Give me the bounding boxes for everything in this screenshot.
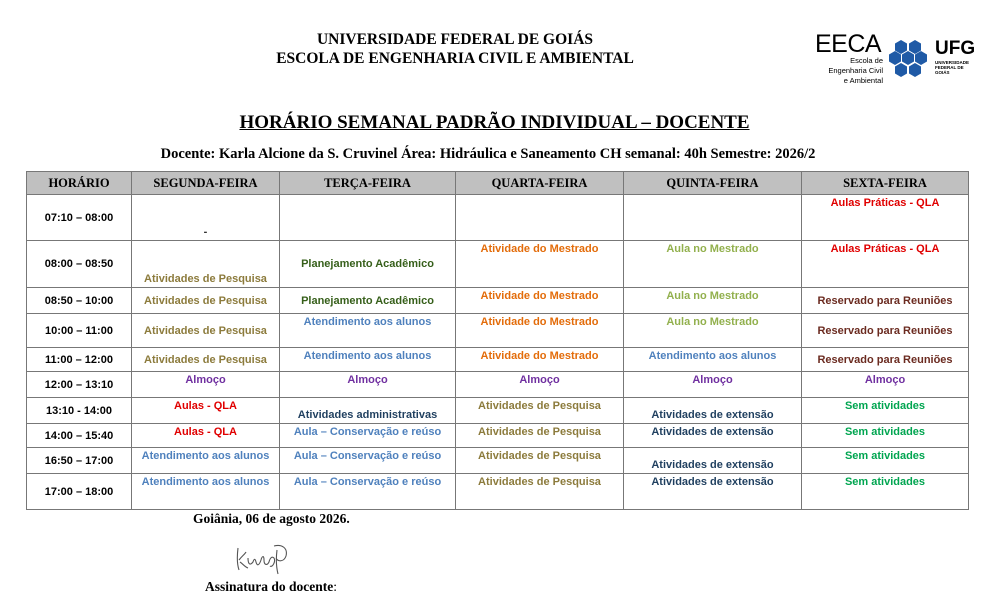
cell-text: Almoço	[864, 374, 906, 386]
schedule-cell	[624, 448, 802, 474]
cell-text: Atividade do Mestrado	[480, 243, 599, 255]
schedule-cell	[280, 448, 456, 474]
cell-text: Atendimento aos alunos	[303, 316, 432, 328]
schedule-cell	[132, 372, 280, 398]
ufg-logo-text: UFG	[935, 38, 976, 59]
schedule-table	[26, 171, 969, 510]
cell-text: Atividades administrativas	[297, 409, 438, 421]
university-name: UNIVERSIDADE FEDERAL DE GOIÁS	[316, 31, 594, 48]
col-header-terca: TERÇA-FEIRA	[280, 172, 456, 195]
cell-text: Atendimento aos alunos	[648, 350, 777, 362]
schedule-cell	[132, 398, 280, 424]
cell-text: Almoço	[185, 374, 226, 386]
cell-text: Sem atividades	[844, 450, 926, 462]
schedule-cell: Atividades de Pesquisa	[132, 314, 280, 348]
col-header-quarta: QUARTA-FEIRA	[456, 172, 624, 195]
time-cell: 10:00 – 11:00	[27, 314, 132, 348]
schedule-cell	[132, 424, 280, 448]
eeca-ufg-logo	[815, 30, 975, 90]
schedule-cell	[456, 348, 624, 372]
cell-text: Almoço	[519, 374, 560, 386]
cell-text: Atividades de extensão	[651, 409, 774, 421]
schedule-cell	[132, 474, 280, 510]
cell-text: Aula – Conservação e reúso	[293, 476, 442, 488]
cell-text: Sem atividades	[844, 400, 926, 412]
schedule-cell	[624, 424, 802, 448]
cell-text: Atividades de Pesquisa	[478, 450, 601, 462]
schedule-cell	[624, 241, 802, 288]
cell-text: Aula – Conservação e reúso	[293, 450, 442, 462]
eeca-logo-text: EECA	[815, 30, 882, 58]
table-row	[27, 424, 969, 448]
table-row	[27, 474, 969, 510]
signature-colon: :	[333, 579, 338, 594]
table-header-row	[27, 172, 969, 195]
schedule-cell	[280, 195, 456, 241]
cell-text: Aula no Mestrado	[666, 290, 759, 302]
cell-text: Aula – Conservação e reúso	[293, 426, 442, 438]
school-name: ESCOLA DE ENGENHARIA CIVIL E AMBIENTAL	[276, 50, 634, 67]
page-title: HORÁRIO SEMANAL PADRÃO INDIVIDUAL – DOCENTE	[239, 112, 750, 133]
schedule-cell	[280, 348, 456, 372]
table-row	[27, 372, 969, 398]
cell-text: Atividade do Mestrado	[480, 316, 599, 328]
schedule-cell	[456, 474, 624, 510]
schedule-cell	[624, 348, 802, 372]
schedule-cell	[280, 398, 456, 424]
schedule-cell	[280, 314, 456, 348]
cell-text: Aulas Práticas - QLA	[830, 243, 940, 255]
schedule-cell	[456, 241, 624, 288]
schedule-cell	[624, 195, 802, 241]
time-cell: 14:00 – 15:40	[27, 424, 132, 448]
cell-text: Aula no Mestrado	[666, 243, 759, 255]
time-cell: 13:10 - 14:00	[27, 398, 132, 424]
cell-text: Atividades de Pesquisa	[478, 400, 601, 412]
cell-text: Aulas - QLA	[174, 426, 237, 438]
time-cell: 08:50 – 10:00	[27, 288, 132, 314]
schedule-cell: Atividades de Pesquisa	[132, 288, 280, 314]
col-header-horario: HORÁRIO	[27, 172, 132, 195]
schedule-cell: Atividades de Pesquisa	[132, 348, 280, 372]
schedule-cell	[456, 398, 624, 424]
cell-text: Atividades de extensão	[651, 459, 774, 471]
cell-text: Aula no Mestrado	[666, 316, 759, 328]
table-row	[27, 195, 969, 241]
signature-label-text: Assinatura do docente	[205, 579, 334, 594]
cell-text: Atendimento aos alunos	[141, 450, 270, 462]
time-cell: 08:00 – 08:50	[27, 241, 132, 288]
ufg-logo-subtitle: UNIVERSIDADE FEDERAL DE GOIÁS	[935, 60, 970, 75]
schedule-cell	[802, 474, 969, 510]
schedule-cell	[456, 195, 624, 241]
schedule-cell	[624, 398, 802, 424]
schedule-cell	[802, 372, 969, 398]
schedule-cell	[280, 424, 456, 448]
schedule-cell	[456, 288, 624, 314]
ufg-hexagon-icon	[889, 38, 933, 80]
schedule-cell	[456, 314, 624, 348]
time-cell: 11:00 – 12:00	[27, 348, 132, 372]
cell-text: Sem atividades	[844, 426, 926, 438]
cell-text: Atividades de Pesquisa	[478, 476, 601, 488]
document-date: Goiânia, 06 de agosto 2026.	[193, 511, 350, 526]
schedule-cell	[132, 448, 280, 474]
cell-text: Almoço	[692, 374, 733, 386]
col-header-segunda: SEGUNDA-FEIRA	[132, 172, 280, 195]
schedule-cell	[456, 372, 624, 398]
schedule-cell	[624, 288, 802, 314]
schedule-cell	[802, 241, 969, 288]
cell-text: Atendimento aos alunos	[141, 476, 270, 488]
schedule-cell	[456, 448, 624, 474]
cell-text: Atendimento aos alunos	[303, 350, 432, 362]
institution-header	[0, 30, 910, 68]
cell-text: Aulas Práticas - QLA	[830, 197, 940, 209]
time-cell: 16:50 – 17:00	[27, 448, 132, 474]
schedule-cell	[802, 398, 969, 424]
schedule-cell	[624, 372, 802, 398]
time-cell: 12:00 – 13:10	[27, 372, 132, 398]
schedule-cell	[802, 195, 969, 241]
time-cell: 17:00 – 18:00	[27, 474, 132, 510]
schedule-cell	[624, 314, 802, 348]
signature-label	[205, 579, 337, 595]
cell-text: Atividades de Pesquisa	[478, 426, 601, 438]
table-row	[27, 398, 969, 424]
handwritten-signature	[232, 540, 294, 576]
schedule-cell	[802, 424, 969, 448]
table-row	[27, 448, 969, 474]
cell-text: Sem atividades	[844, 476, 926, 488]
schedule-cell	[802, 448, 969, 474]
schedule-cell: Planejamento Acadêmico	[280, 241, 456, 288]
cell-text: Atividades de Pesquisa	[144, 273, 267, 285]
schedule-cell: Reservado para Reuniões	[802, 348, 969, 372]
col-header-quinta: QUINTA-FEIRA	[624, 172, 802, 195]
schedule-cell	[624, 474, 802, 510]
schedule-cell	[280, 474, 456, 510]
schedule-cell: Planejamento Acadêmico	[280, 288, 456, 314]
cell-text: Almoço	[347, 374, 388, 386]
schedule-cell: Reservado para Reuniões	[802, 288, 969, 314]
cell-text: Atividade do Mestrado	[480, 290, 599, 302]
cell-text: Atividade do Mestrado	[480, 350, 599, 362]
eeca-logo-subtitle: Escola de Engenharia Civil e Ambiental	[828, 56, 883, 85]
cell-text: -	[203, 226, 208, 238]
col-header-sexta: SEXTA-FEIRA	[802, 172, 969, 195]
schedule-cell	[132, 195, 280, 241]
cell-text: Aulas - QLA	[174, 400, 237, 412]
cell-text: Atividades de extensão	[651, 426, 774, 438]
schedule-cell	[132, 241, 280, 288]
docente-info: Docente: Karla Alcione da S. Cruvinel Área: Hidráulica e Saneamento CH semanal: 40h Semestre: 2026/2	[160, 146, 816, 162]
table-row	[27, 348, 969, 372]
schedule-cell	[280, 372, 456, 398]
time-cell: 07:10 – 08:00	[27, 195, 132, 241]
table-row	[27, 314, 969, 348]
schedule-cell: Reservado para Reuniões	[802, 314, 969, 348]
schedule-cell	[456, 424, 624, 448]
table-row	[27, 241, 969, 288]
table-row	[27, 288, 969, 314]
cell-text: Atividades de extensão	[651, 476, 774, 488]
